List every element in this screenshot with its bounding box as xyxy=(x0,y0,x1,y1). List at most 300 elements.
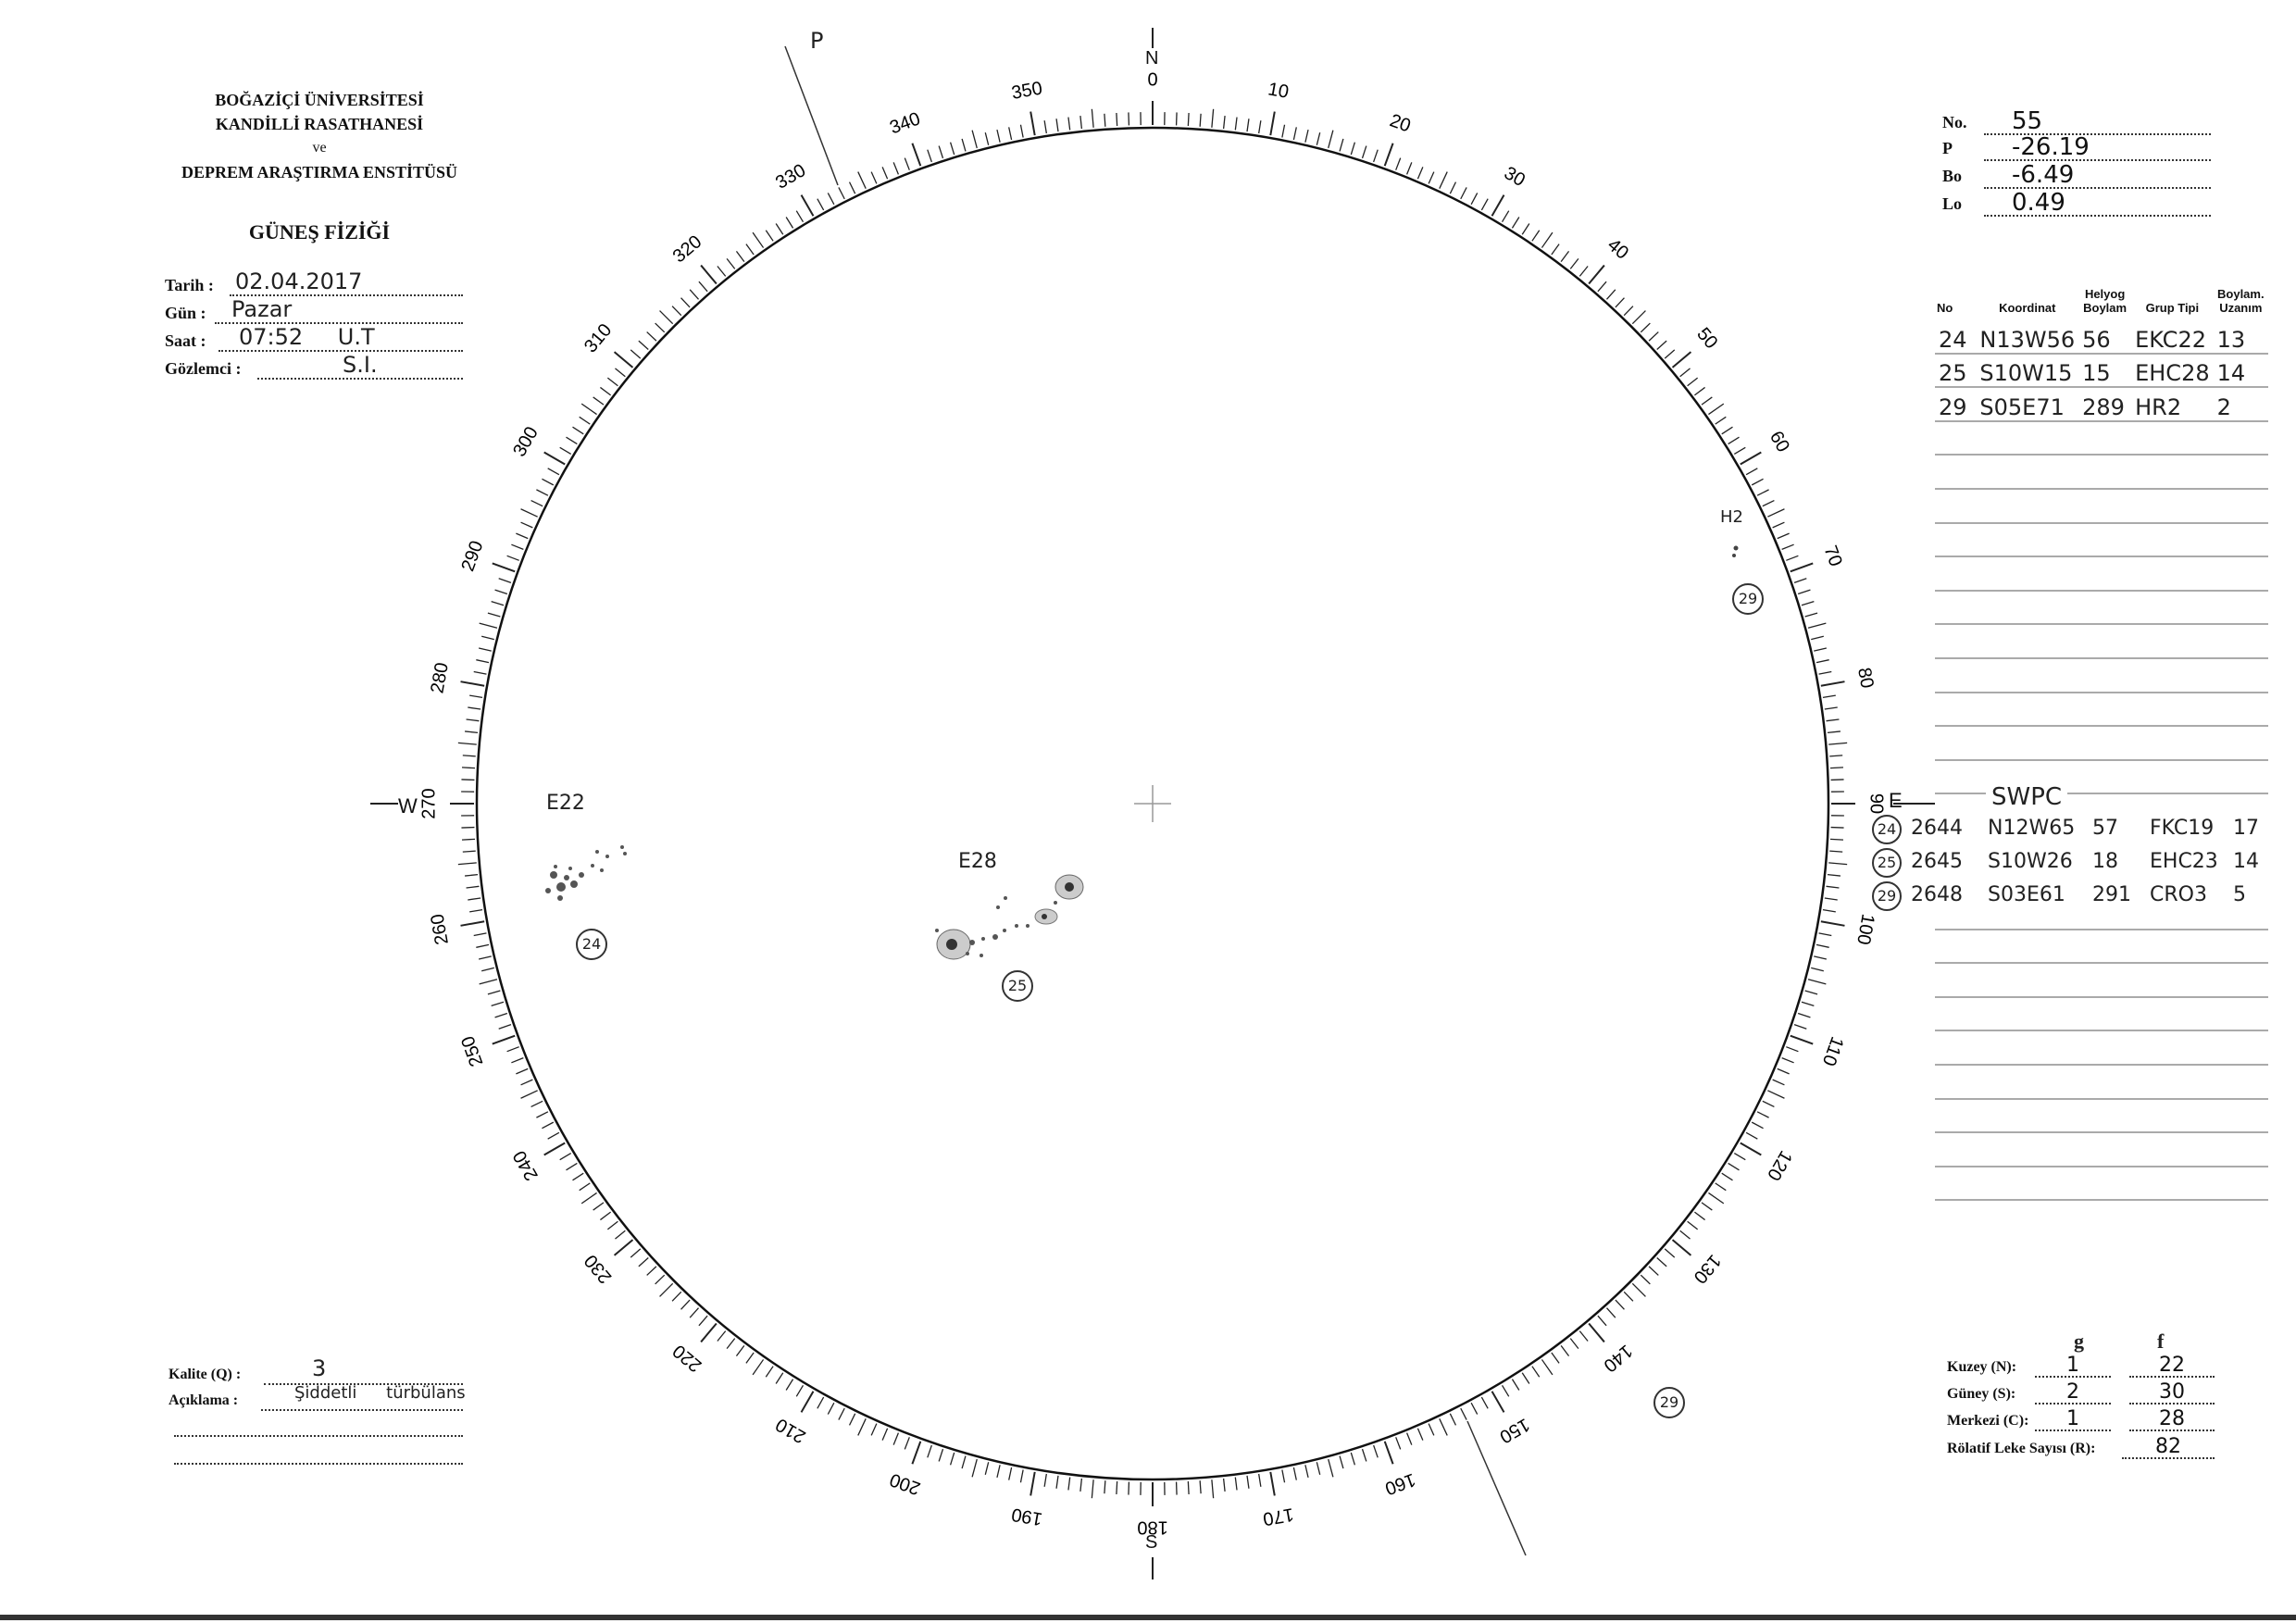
scale-tick xyxy=(1757,490,1768,495)
scale-tick xyxy=(1579,266,1588,276)
scale-tick xyxy=(647,1267,656,1276)
scale-label: 240 xyxy=(509,1146,543,1184)
scale-tick xyxy=(1080,1479,1081,1492)
scale-tick xyxy=(531,1101,543,1106)
scale-tick xyxy=(1708,404,1723,414)
scale-label: 90 xyxy=(1866,793,1887,815)
scale-tick xyxy=(1616,1300,1625,1309)
swpc-title: SWPC xyxy=(1986,783,2067,811)
scale-tick xyxy=(1791,1036,1813,1044)
scale-tick xyxy=(1680,368,1691,377)
scale-tick xyxy=(997,130,1000,143)
scale-tick xyxy=(1624,306,1633,316)
scale-tick xyxy=(1778,533,1790,538)
scale-tick xyxy=(465,875,478,876)
scale-tick xyxy=(511,544,523,549)
swpc-longitude: 18 xyxy=(2092,850,2118,873)
scale-label: 60 xyxy=(1765,428,1794,456)
scale-tick xyxy=(1570,258,1578,268)
scale-tick xyxy=(1212,1479,1214,1498)
group-25-class-label: E28 xyxy=(958,850,997,873)
scale-tick xyxy=(736,1345,743,1355)
scale-tick xyxy=(1247,1476,1249,1489)
scale-tick xyxy=(1722,1173,1733,1180)
scale-tick xyxy=(1798,590,1810,593)
scale-tick xyxy=(492,602,504,606)
center-count-label: Merkezi (C): xyxy=(1947,1413,2029,1429)
scale-tick xyxy=(1632,1283,1645,1296)
swpc-noaa: 2644 xyxy=(1911,817,1963,840)
cell: 13 xyxy=(2214,320,2268,354)
swpc-extent: 17 xyxy=(2233,817,2259,840)
swpc-noaa: 2645 xyxy=(1911,850,1963,873)
scale-label: 220 xyxy=(668,1340,706,1376)
scale-tick xyxy=(912,144,920,166)
scale-tick xyxy=(1665,350,1675,358)
scale-label: 350 xyxy=(1009,78,1044,104)
scale-label: 10 xyxy=(1266,79,1291,103)
scale-tick xyxy=(893,1433,898,1445)
scale-tick xyxy=(1802,1002,1814,1005)
scale-tick xyxy=(1802,602,1814,606)
scale-tick xyxy=(1708,1192,1723,1203)
scale-tick xyxy=(1805,991,1817,994)
scale-tick xyxy=(1827,719,1840,721)
scale-tick xyxy=(573,427,584,434)
scale-tick xyxy=(458,743,477,744)
scale-tick xyxy=(476,944,489,947)
scale-tick xyxy=(1694,387,1704,394)
scale-tick xyxy=(1811,636,1824,639)
scale-tick xyxy=(928,1445,932,1457)
day-value: Pazar xyxy=(231,296,293,322)
scale-tick xyxy=(1293,127,1296,140)
scale-label: 70 xyxy=(1819,543,1846,569)
scale-label: 170 xyxy=(1261,1504,1296,1529)
scale-tick xyxy=(1830,839,1843,840)
scale-label: 150 xyxy=(1495,1414,1533,1447)
col-longitude: Helyog Boylam xyxy=(2083,287,2128,315)
scale-tick xyxy=(1340,139,1343,151)
scale-tick xyxy=(1728,437,1740,443)
cell: 25 xyxy=(1935,354,1976,388)
scale-tick xyxy=(1641,1275,1650,1284)
scale-tick xyxy=(1589,266,1604,284)
scale-tick xyxy=(1814,956,1827,959)
scale-label: 270 xyxy=(418,788,440,819)
scale-tick xyxy=(962,139,966,151)
scale-label: 130 xyxy=(1689,1250,1725,1288)
scale-tick xyxy=(1503,211,1509,222)
scale-tick xyxy=(1741,1143,1762,1155)
scale-tick xyxy=(531,501,543,506)
scale-tick xyxy=(1532,231,1540,242)
scale-label: 260 xyxy=(427,912,453,947)
scale-tick xyxy=(1794,1025,1806,1030)
scale-tick xyxy=(1396,158,1401,170)
scale-tick xyxy=(655,1275,665,1284)
cell: S10W15 xyxy=(1976,354,2078,388)
scale-tick xyxy=(1247,119,1249,131)
scale-tick xyxy=(1440,172,1447,189)
scale-tick xyxy=(1821,681,1845,686)
g-header: g xyxy=(2074,1330,2084,1353)
scale-tick xyxy=(521,522,533,528)
scale-tick xyxy=(699,1316,707,1326)
relative-value: 82 xyxy=(2122,1439,2215,1459)
scale-tick xyxy=(1782,1058,1794,1063)
scale-tick xyxy=(1673,352,1691,368)
sunspot-group-29 xyxy=(1732,546,1739,558)
scale-tick xyxy=(753,1359,763,1374)
scale-tick xyxy=(972,1459,977,1477)
scale-tick xyxy=(660,1283,673,1296)
scale-tick xyxy=(1351,1453,1354,1465)
swpc-circle-number: 25 xyxy=(1872,848,1902,878)
scale-tick xyxy=(1429,1424,1434,1436)
scale-tick xyxy=(479,956,492,959)
scale-tick xyxy=(1188,113,1189,126)
scale-tick xyxy=(1282,125,1285,138)
quality-label: Kalite (Q) : xyxy=(168,1367,242,1382)
scale-tick xyxy=(1657,341,1666,349)
scale-tick xyxy=(1811,968,1824,970)
scale-tick xyxy=(516,533,528,538)
cell: 289 xyxy=(2078,387,2131,421)
scale-tick xyxy=(1282,1470,1285,1483)
scale-tick xyxy=(1522,224,1529,235)
scale-tick xyxy=(1827,886,1840,888)
center-f: 28 xyxy=(2129,1411,2215,1431)
scale-tick xyxy=(1363,1449,1366,1461)
col-extent: Boylam. Uzanım xyxy=(2217,287,2265,315)
north-f: 22 xyxy=(2129,1357,2215,1378)
scale-tick xyxy=(1823,910,1836,912)
scale-tick xyxy=(1741,453,1762,465)
scale-tick xyxy=(1429,172,1434,184)
note-value: Şiddetli türbülans xyxy=(294,1383,466,1403)
scale-tick xyxy=(1450,182,1455,194)
scale-tick xyxy=(718,266,726,276)
scale-tick xyxy=(1786,556,1798,560)
scale-label: 30 xyxy=(1500,162,1529,192)
scale-tick xyxy=(1579,1331,1588,1342)
scale-tick xyxy=(1056,1476,1058,1489)
scale-tick xyxy=(1481,1397,1488,1408)
scale-tick xyxy=(463,851,476,852)
scale-tick xyxy=(1606,290,1615,299)
scale-tick xyxy=(928,150,932,162)
institution-line-3: ve xyxy=(312,140,327,156)
west-label: W xyxy=(398,794,418,818)
scale-label: 50 xyxy=(1692,323,1722,354)
scale-tick xyxy=(1782,544,1794,549)
scale-tick xyxy=(828,193,834,204)
scale-tick xyxy=(1385,1442,1393,1464)
scale-tick xyxy=(1068,118,1070,131)
swpc-type: EHC23 xyxy=(2150,850,2218,873)
scale-tick xyxy=(521,1091,538,1098)
scale-tick xyxy=(1665,1249,1675,1257)
meta-no-value: 55 xyxy=(2012,107,2043,135)
scale-tick xyxy=(1773,522,1785,528)
quality-field xyxy=(264,1355,463,1385)
meta-p-value: -26.19 xyxy=(2012,133,2090,161)
scale-tick xyxy=(893,162,898,174)
scale-label: 280 xyxy=(427,660,453,695)
cell: EKC22 xyxy=(2131,320,2214,354)
group-25-number: 25 xyxy=(1002,970,1033,1002)
scale-tick xyxy=(1616,298,1625,307)
scale-tick xyxy=(1828,743,1847,744)
scale-tick xyxy=(1657,1257,1666,1266)
swpc-longitude: 57 xyxy=(2092,817,2118,840)
scale-tick xyxy=(1293,1467,1296,1480)
observer-label: Gözlemci : xyxy=(165,359,242,378)
scale-tick xyxy=(1821,921,1845,926)
cell: 24 xyxy=(1935,320,1976,354)
scale-tick xyxy=(1541,1359,1552,1374)
scale-tick xyxy=(1009,1467,1012,1480)
scale-tick xyxy=(1798,1014,1810,1017)
cell: 56 xyxy=(2078,320,2131,354)
scale-tick xyxy=(1056,119,1058,131)
scale-tick xyxy=(1417,167,1422,179)
scale-tick xyxy=(1104,1480,1105,1493)
scale-tick xyxy=(1624,1292,1633,1301)
scale-tick xyxy=(1471,1403,1478,1414)
scale-tick xyxy=(1200,1480,1201,1493)
scale-tick xyxy=(488,613,500,617)
scale-tick xyxy=(474,933,487,936)
scale-tick xyxy=(1825,898,1838,900)
scale-tick xyxy=(560,447,571,454)
scale-tick xyxy=(951,143,955,155)
scale-tick xyxy=(1020,125,1023,138)
institution-line-1: BOĞAZİÇİ ÜNİVERSİTESİ xyxy=(215,91,424,109)
scale-tick xyxy=(1068,1478,1070,1491)
time-value: 07:52 U.T xyxy=(239,324,375,350)
scale-tick xyxy=(1461,1408,1466,1419)
scale-tick xyxy=(951,1453,955,1465)
scale-tick xyxy=(488,991,500,994)
scale-tick xyxy=(1632,311,1645,324)
scale-tick xyxy=(1374,1445,1379,1457)
scale-tick xyxy=(1752,1122,1763,1129)
cell: EHC28 xyxy=(2131,354,2214,388)
scale-tick xyxy=(1649,1267,1658,1276)
scale-label: 180 xyxy=(1137,1517,1168,1538)
scale-tick xyxy=(1305,130,1308,143)
east-label: E xyxy=(1889,789,1903,812)
scale-tick xyxy=(939,146,942,158)
scale-tick xyxy=(615,368,625,377)
scale-tick xyxy=(536,1112,547,1117)
group-29-class-label: H2 xyxy=(1720,507,1743,527)
scale-tick xyxy=(905,1437,909,1449)
cell: 14 xyxy=(2214,354,2268,388)
scale-label: 80 xyxy=(1853,666,1878,691)
scale-tick xyxy=(1763,1101,1775,1106)
scale-tick xyxy=(1786,1047,1798,1052)
observer-value: S.I. xyxy=(343,352,378,378)
scale-tick xyxy=(1224,116,1225,129)
scale-tick xyxy=(476,660,489,663)
scale-tick xyxy=(839,1408,844,1419)
scale-tick xyxy=(1224,1479,1225,1492)
scale-tick xyxy=(463,755,476,756)
group-24-number: 24 xyxy=(576,929,607,960)
scale-tick xyxy=(1363,146,1366,158)
center-cross-icon xyxy=(1134,785,1171,822)
scale-tick xyxy=(672,1292,681,1301)
south-label: S xyxy=(1145,1532,1158,1553)
scale-tick xyxy=(701,266,717,284)
scale-tick xyxy=(1044,1474,1046,1487)
cell: 2 xyxy=(2214,387,2268,421)
scale-tick xyxy=(1212,109,1214,128)
scale-tick xyxy=(1044,120,1046,133)
scale-tick xyxy=(1598,281,1606,292)
scale-tick xyxy=(469,695,482,697)
scale-tick xyxy=(1716,417,1727,424)
swpc-coordinate: S10W26 xyxy=(1988,850,2073,873)
scale-label: 140 xyxy=(1599,1340,1637,1376)
scale-tick xyxy=(1200,114,1201,127)
swpc-noaa: 2648 xyxy=(1911,883,1963,906)
scale-tick xyxy=(786,1380,792,1391)
note-line-3 xyxy=(174,1446,463,1465)
scale-tick xyxy=(1688,378,1698,386)
page-bottom-edge xyxy=(0,1615,2296,1620)
scale-tick xyxy=(850,1414,855,1426)
scale-tick xyxy=(521,1080,533,1085)
scale-tick xyxy=(462,839,475,840)
scale-tick xyxy=(1492,195,1504,217)
scale-tick xyxy=(871,1424,877,1436)
swpc-circle-number: 29 xyxy=(1872,881,1902,911)
scale-tick xyxy=(1828,731,1841,732)
scale-tick xyxy=(1461,187,1466,198)
north-g: 1 xyxy=(2035,1357,2111,1378)
scale-label: 210 xyxy=(772,1414,810,1447)
scale-tick xyxy=(1188,1481,1189,1494)
scale-tick xyxy=(1512,1380,1518,1391)
institution-line-4: DEPREM ARAŞTIRMA ENSTİTÜSÜ xyxy=(181,163,458,181)
scale-tick xyxy=(521,509,538,517)
cell: HR2 xyxy=(2131,387,2214,421)
group-24-class-label: E22 xyxy=(546,792,585,815)
south-f: 30 xyxy=(2129,1384,2215,1405)
group-29-number: 29 xyxy=(1732,583,1764,615)
scale-tick xyxy=(1374,150,1379,162)
scale-tick xyxy=(985,132,988,145)
scale-tick xyxy=(567,437,578,443)
swpc-coordinate: N12W65 xyxy=(1988,817,2076,840)
scale-tick xyxy=(507,1047,519,1052)
scale-tick xyxy=(1757,1112,1768,1117)
p-marker-label: P xyxy=(810,28,824,54)
scale-tick xyxy=(672,306,681,316)
scale-tick xyxy=(580,417,591,424)
scale-tick xyxy=(858,1418,866,1435)
scale-tick xyxy=(495,1014,507,1017)
scale-tick xyxy=(796,211,803,222)
scale-tick xyxy=(1235,1478,1237,1491)
scale-label: 340 xyxy=(887,108,924,139)
scale-tick xyxy=(458,863,477,865)
cell: 15 xyxy=(2078,354,2131,388)
scale-tick xyxy=(1552,1353,1559,1363)
scale-tick xyxy=(1828,863,1847,865)
scale-tick xyxy=(1673,1240,1691,1255)
scale-tick xyxy=(468,898,480,900)
scale-tick xyxy=(1734,1154,1745,1160)
scale-tick xyxy=(746,244,754,255)
sunspot-group-24 xyxy=(545,845,627,901)
institution-line-2: KANDİLLİ RASATHANESİ xyxy=(215,115,424,133)
scale-tick xyxy=(507,556,519,560)
scale-tick xyxy=(1773,1080,1785,1085)
scale-tick xyxy=(1561,1345,1568,1355)
scale-tick xyxy=(727,258,735,268)
scale-tick xyxy=(495,590,507,593)
scale-tick xyxy=(467,719,480,721)
section-title: GÜNEŞ FİZİĞİ xyxy=(248,220,391,243)
scale-tick xyxy=(1092,1479,1093,1498)
scale-tick xyxy=(985,1462,988,1475)
scale-tick xyxy=(690,1308,698,1317)
north-label: N xyxy=(1145,48,1159,69)
scale-tick xyxy=(1702,397,1712,405)
scale-tick xyxy=(1829,755,1842,756)
scale-label: 200 xyxy=(887,1468,924,1499)
scale-tick xyxy=(802,1392,814,1413)
scale-tick xyxy=(1503,1385,1509,1396)
scale-tick xyxy=(499,1025,511,1030)
date-label: Tarih : xyxy=(165,276,214,294)
scale-tick xyxy=(481,968,494,970)
meta-lo-value: 0.49 xyxy=(2012,189,2065,217)
scale-tick xyxy=(630,350,641,358)
scale-tick xyxy=(1808,623,1826,628)
cell: N13W56 xyxy=(1976,320,2078,354)
scale-tick xyxy=(905,158,909,170)
scale-tick xyxy=(1329,131,1333,148)
scale-tick xyxy=(1649,332,1658,342)
scale-tick xyxy=(1828,875,1841,876)
scale-tick xyxy=(1791,563,1813,571)
note-line-2 xyxy=(174,1418,463,1437)
scale-label: 300 xyxy=(509,423,543,461)
swpc-circle-number: 24 xyxy=(1872,815,1902,844)
extra-29-mark: 29 xyxy=(1653,1387,1685,1418)
scale-tick xyxy=(639,1257,648,1266)
scale-tick xyxy=(912,1442,920,1464)
col-group-type: Grup Tipi xyxy=(2145,301,2200,315)
scale-tick xyxy=(1816,660,1829,663)
scale-tick xyxy=(1316,132,1319,145)
scale-tick xyxy=(544,1143,566,1155)
scale-tick xyxy=(1767,1091,1784,1098)
scale-label: 310 xyxy=(580,319,617,357)
north-count-label: Kuzey (N): xyxy=(1947,1359,2017,1375)
sunspot-group-25 xyxy=(935,875,1083,959)
scale-tick xyxy=(701,1324,717,1342)
scale-tick xyxy=(939,1449,942,1461)
date-value: 02.04.2017 xyxy=(235,268,363,294)
scale-tick xyxy=(461,681,485,686)
